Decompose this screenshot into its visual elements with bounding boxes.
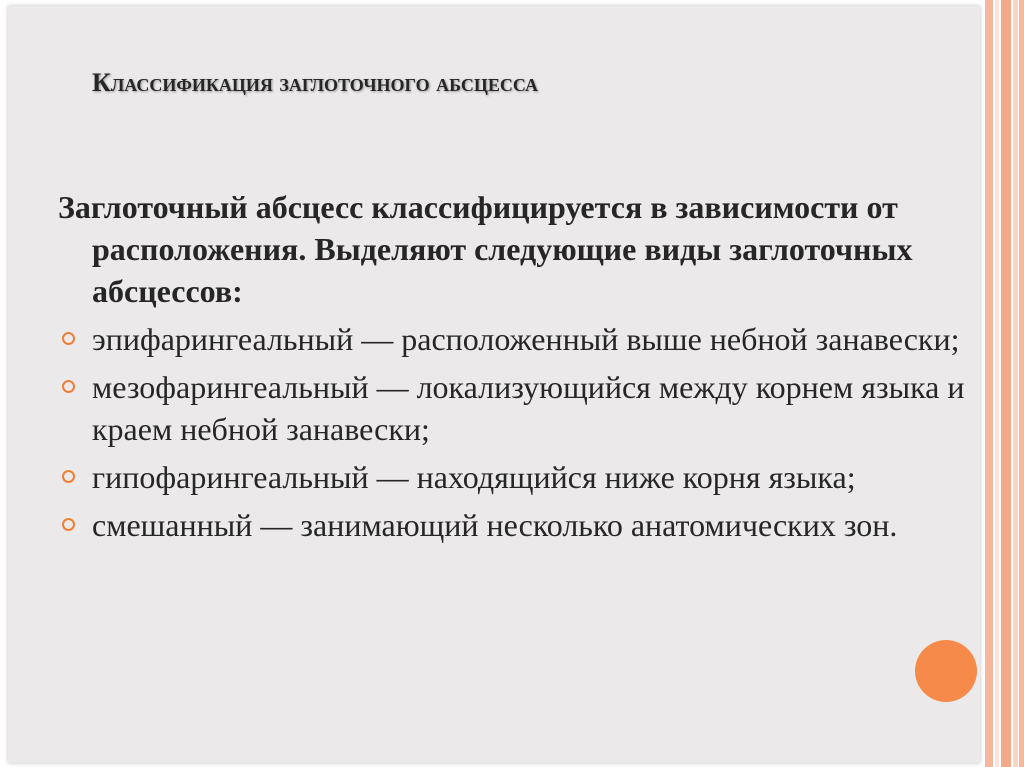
bullet-item-hypopharyngeal	[58, 456, 968, 498]
bullet-item-epipharyngeal	[58, 318, 968, 360]
bullet-text: гипофарингеальный — находящийся ниже корня языка;	[92, 459, 856, 495]
decorative-stripe	[985, 0, 993, 767]
decorative-orange-circle	[915, 640, 977, 702]
bullet-list	[58, 318, 968, 546]
decorative-stripe	[1013, 0, 1018, 767]
bullet-item-mesopharyngeal	[58, 366, 968, 450]
bullet-text: смешанный — занимающий несколько анатомических зон.	[92, 507, 898, 543]
decorative-stripe	[1019, 0, 1024, 767]
decorative-stripe	[995, 0, 999, 767]
bullet-text: мезофарингеальный — локализующийся между корнем языка и краем небной занавески;	[92, 369, 965, 447]
slide-body	[58, 186, 968, 546]
intro-paragraph: Заглоточный абсцесс классифицируется в зависимости от расположения. Выделяют следующие виды заглоточных абсцессов:	[58, 189, 913, 309]
bullet-text: эпифарингеальный — расположенный выше небной занавески;	[92, 321, 960, 357]
slide-title: Классификация заглоточного абсцесса	[92, 68, 538, 97]
decorative-stripe	[1001, 0, 1011, 767]
bullet-item-mixed	[58, 504, 968, 546]
bullet-circle-icon	[62, 380, 75, 393]
bullet-circle-icon	[62, 332, 75, 345]
bullet-circle-icon	[62, 470, 75, 483]
bullet-circle-icon	[62, 518, 75, 531]
